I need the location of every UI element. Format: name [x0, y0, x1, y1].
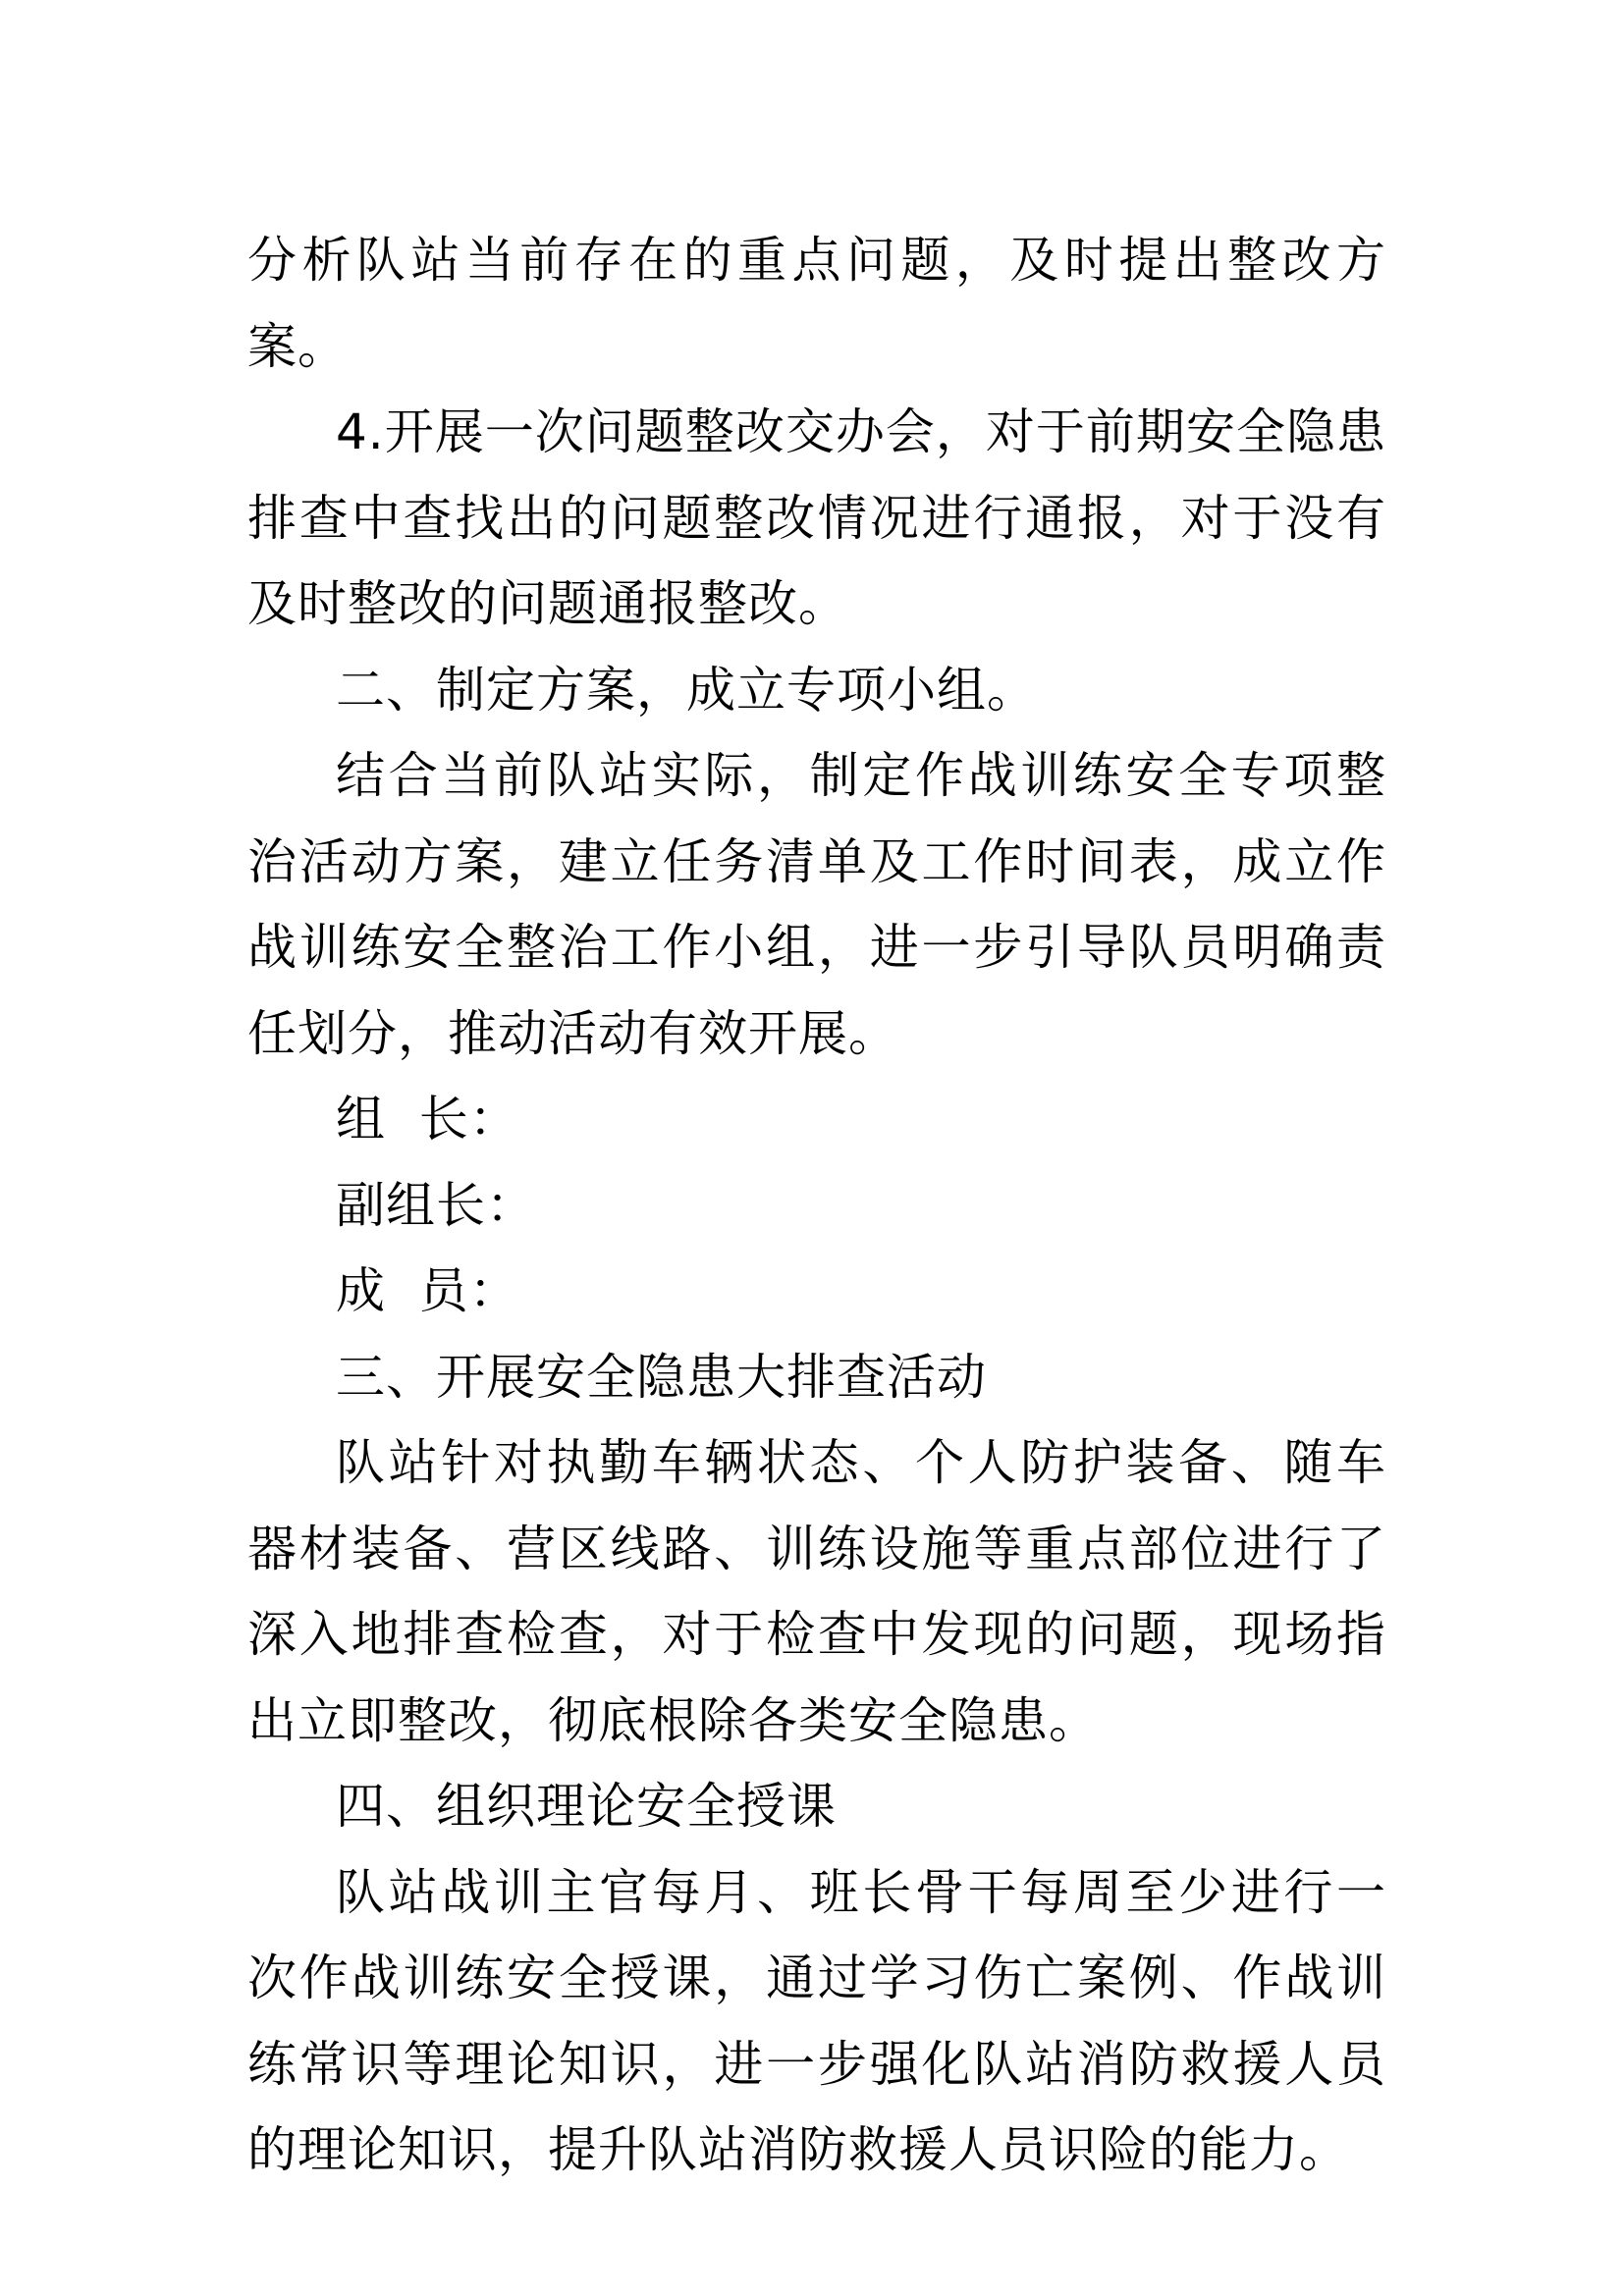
document-body	[247, 218, 1386, 2194]
label-deputy-leader: 副组长：	[336, 1176, 536, 1234]
section-heading-4: 四、组织理论安全授课	[336, 1778, 837, 1835]
section-heading-3: 三、开展安全隐患大排查活动	[336, 1348, 987, 1406]
paragraph-item-4: 4.开展一次问题整改交办会，对于前期安全隐患排查中查找出的问题整改情况进行通报，对于没有及时整改的问题通报整改。	[247, 403, 1386, 632]
paragraph-section-4-body: 队站战训主官每月、班长骨干每周至少进行一次作战训练安全授课，通过学习伤亡案例、作战训练常识等理论知识，进一步强化队站消防救援人员的理论知识，提升队站消防救援人员识险的能力。	[247, 1863, 1386, 2178]
section-heading-2: 二、制定方案，成立专项小组。	[336, 661, 1037, 719]
label-members: 成 员：	[336, 1262, 519, 1319]
label-group-leader: 组 长：	[336, 1091, 519, 1148]
paragraph-continuation: 分析队站当前存在的重点问题，及时提出整改方案。	[247, 232, 1386, 375]
paragraph-section-2-body: 结合当前队站实际，制定作战训练安全专项整治活动方案，建立任务清单及工作时间表，成立作战训练安全整治工作小组，进一步引导队员明确责任划分，推动活动有效开展。	[247, 747, 1386, 1062]
paragraph-section-3-body: 队站针对执勤车辆状态、个人防护装备、随车器材装备、营区线路、训练设施等重点部位进行了深入地排查检查，对于检查中发现的问题，现场指出立即整改，彻底根除各类安全隐患。	[247, 1434, 1386, 1749]
